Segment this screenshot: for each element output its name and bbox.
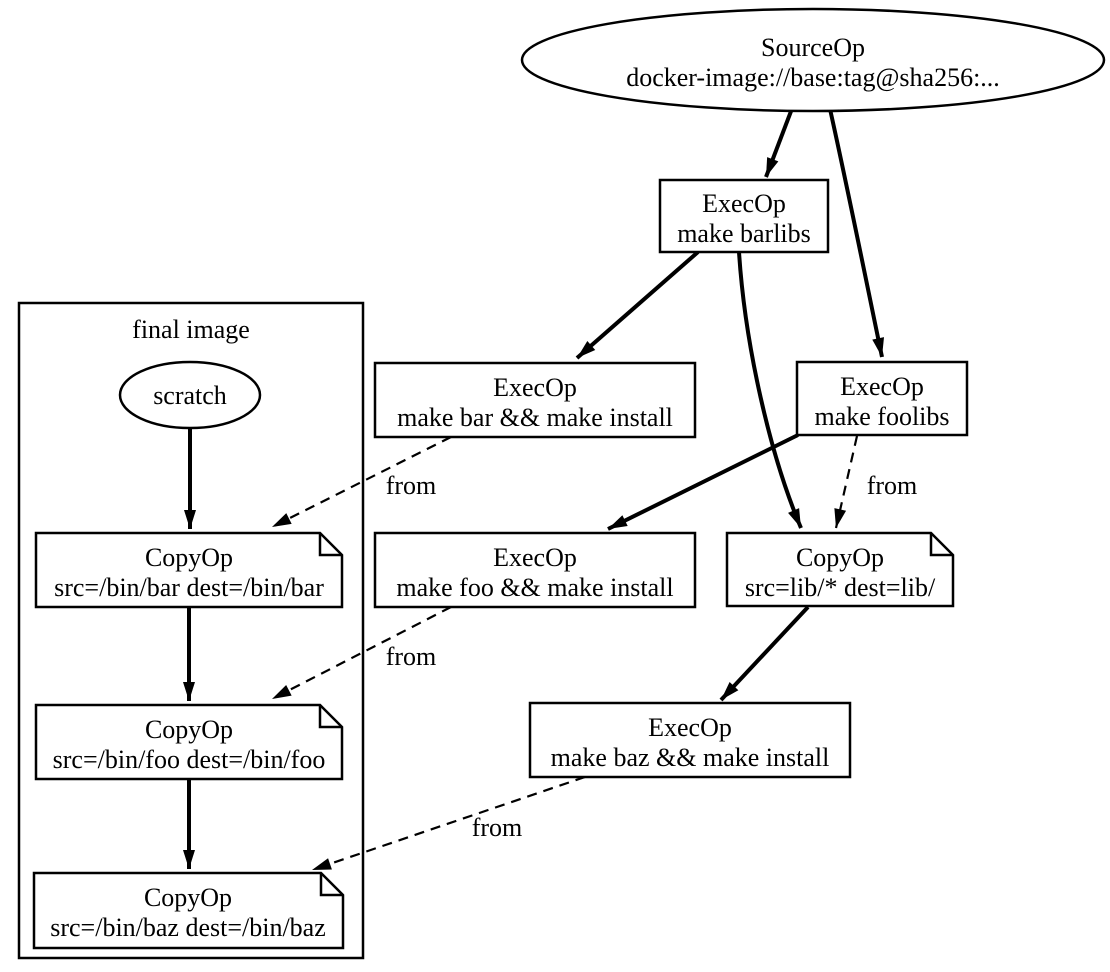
node-copy-lib [727,533,953,606]
exec-bar-title: ExecOp [493,373,577,402]
node-copy-baz [34,873,343,948]
edge-exec-foolibs-to-exec-foo [608,435,798,529]
node-exec-baz [530,703,850,777]
node-sourceop [522,9,1104,111]
edge-label-from: from [385,471,437,500]
copy-lib-detail: src=lib/* dest=lib/ [744,573,936,602]
exec-foolibs-detail: make foolibs [814,402,950,431]
exec-foo-title: ExecOp [493,543,577,572]
copy-baz-detail: src=/bin/baz dest=/bin/baz [50,913,326,942]
copy-bar-title: CopyOp [144,543,234,572]
node-exec-barlibs [660,180,828,252]
copy-foo-detail: src=/bin/foo dest=/bin/foo [52,745,326,774]
copy-lib-title: CopyOp [795,543,885,572]
edge-exec-foolibs-to-copy-lib-from [836,436,857,528]
sourceop-title: SourceOp [761,33,865,62]
edge-sourceop-to-exec-barlibs [766,106,793,177]
edge-copy-lib-to-exec-baz [721,607,808,700]
node-exec-foo [375,533,695,607]
exec-foolibs-title: ExecOp [840,372,924,401]
exec-barlibs-title: ExecOp [702,189,786,218]
copy-baz-title: CopyOp [143,883,233,912]
exec-bar-detail: make bar && make install [397,403,673,432]
edge-exec-baz-to-copy-baz-from [312,777,585,870]
exec-foo-detail: make foo && make install [396,573,674,602]
exec-barlibs-detail: make barlibs [677,219,811,248]
exec-baz-detail: make baz && make install [550,743,830,772]
node-scratch [120,362,260,428]
cluster-label: final image [132,315,250,344]
exec-baz-title: ExecOp [648,713,732,742]
edge-label-from: from [471,813,523,842]
node-copy-bar [36,533,342,607]
scratch-title: scratch [153,381,227,410]
edge-exec-barlibs-to-exec-bar [577,252,698,358]
edge-label-from: from [385,642,437,671]
sourceop-detail: docker-image://base:tag@sha256:... [626,63,1000,92]
node-exec-foolibs [797,362,967,435]
copy-foo-title: CopyOp [144,715,234,744]
node-copy-foo [36,705,342,779]
edge-sourceop-to-exec-foolibs [830,109,882,357]
edge-label-from: from [866,471,918,500]
node-exec-bar [375,363,695,437]
copy-bar-detail: src=/bin/bar dest=/bin/bar [54,573,324,602]
edge-exec-barlibs-to-copy-lib [739,252,801,528]
edge-labels [386,471,918,842]
